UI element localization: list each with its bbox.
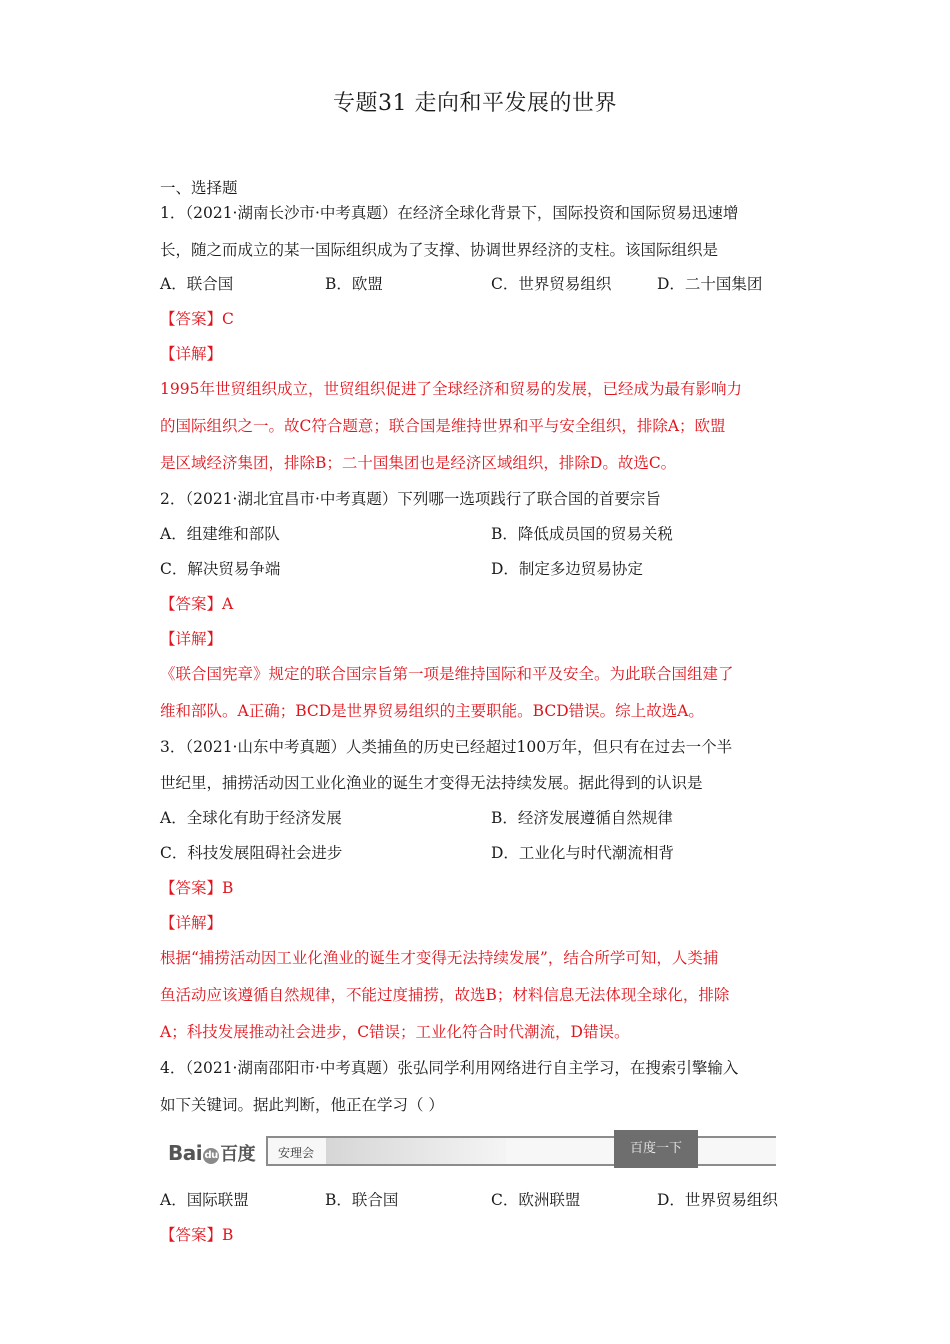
search-query: 安理会 xyxy=(278,1146,315,1160)
baidu-search-image xyxy=(160,1130,700,1172)
q2-stem-line-1: 2．（2021·湖北宜昌市·中考真题）下列哪一选项践行了联合国的首要宗旨 xyxy=(160,490,661,508)
q1-stem-line-1: 1．（2021·湖南长沙市·中考真题）在经济全球化背景下，国际投资和国际贸易迅速增 xyxy=(160,204,739,222)
q4-option-d: D．世界贸易组织 xyxy=(657,1191,778,1209)
q2-answer: 【答案】A xyxy=(160,595,234,613)
q2-detail-line-2: 维和部队。A正确；BCD是世界贸易组织的主要职能。BCD错误。综上故选A。 xyxy=(160,702,704,720)
page-title: 专题31 走向和平发展的世界 xyxy=(333,91,617,116)
q1-option-c: C．世界贸易组织 xyxy=(491,275,612,293)
q1-answer: 【答案】C xyxy=(160,310,234,328)
q3-option-b: B．经济发展遵循自然规律 xyxy=(491,809,673,827)
q4-answer: 【答案】B xyxy=(160,1226,234,1244)
paw-icon: du xyxy=(203,1148,219,1164)
q3-detail-line-1: 根据“捕捞活动因工业化渔业的诞生才变得无法持续发展”，结合所学可知，人类捕 xyxy=(160,949,719,967)
q2-option-b: B．降低成员国的贸易关税 xyxy=(491,525,673,543)
q2-option-a: A．组建维和部队 xyxy=(160,525,280,543)
q3-option-a: A．全球化有助于经济发展 xyxy=(160,809,342,827)
q1-detail-line-1: 1995年世贸组织成立，世贸组织促进了全球经济和贸易的发展，已经成为最有影响力 xyxy=(160,380,742,398)
q1-option-a: A．联合国 xyxy=(160,275,234,293)
q4-stem-line-1: 4．（2021·湖南邵阳市·中考真题）张弘同学利用网络进行自主学习，在搜索引擎输入 xyxy=(160,1059,739,1077)
q2-detail-line-1: 《联合国宪章》规定的联合国宗旨第一项是维持国际和平及安全。为此联合国组建了 xyxy=(160,665,734,683)
section-heading: 一、选择题 xyxy=(160,179,238,197)
q1-option-b: B．欧盟 xyxy=(325,275,383,293)
q4-option-a: A．国际联盟 xyxy=(160,1191,249,1209)
q1-option-d: D．二十国集团 xyxy=(657,275,763,293)
q3-option-c: C．科技发展阻碍社会进步 xyxy=(160,844,343,862)
q4-stem-line-2: 如下关键词。据此判断，他正在学习（ ） xyxy=(160,1096,444,1114)
q3-stem-line-2: 世纪里，捕捞活动因工业化渔业的诞生才变得无法持续发展。据此得到的认识是 xyxy=(160,774,703,792)
baidu-logo: Bai du 百度 xyxy=(168,1141,256,1165)
q2-detail-label: 【详解】 xyxy=(160,630,223,648)
q2-option-c: C．解决贸易争端 xyxy=(160,560,281,578)
q3-answer: 【答案】B xyxy=(160,879,234,897)
q4-option-b: B．联合国 xyxy=(325,1191,399,1209)
q3-detail-line-3: A；科技发展推动社会进步，C错误；工业化符合时代潮流，D错误。 xyxy=(160,1023,630,1041)
q3-stem-line-1: 3．（2021·山东中考真题）人类捕鱼的历史已经超过100万年，但只有在过去一个半 xyxy=(160,738,733,756)
q2-option-d: D．制定多边贸易协定 xyxy=(491,560,643,578)
q1-detail-line-3: 是区域经济集团，排除B；二十国集团也是经济区域组织，排除D。故选C。 xyxy=(160,454,677,472)
q4-option-c: C．欧洲联盟 xyxy=(491,1191,581,1209)
q1-detail-line-2: 的国际组织之一。故C符合题意；联合国是维持世界和平与安全组织，排除A；欧盟 xyxy=(160,417,726,435)
q1-stem-line-2: 长，随之而成立的某一国际组织成为了支撑、协调世界经济的支柱。该国际组织是 xyxy=(160,241,719,259)
search-button: 百度一下 xyxy=(614,1130,698,1168)
q3-option-d: D．工业化与时代潮流相背 xyxy=(491,844,674,862)
q1-detail-label: 【详解】 xyxy=(160,345,223,363)
q3-detail-line-2: 鱼活动应该遵循自然规律，不能过度捕捞，故选B；材料信息无法体现全球化，排除 xyxy=(160,986,730,1004)
search-input xyxy=(266,1136,776,1166)
q3-detail-label: 【详解】 xyxy=(160,914,223,932)
